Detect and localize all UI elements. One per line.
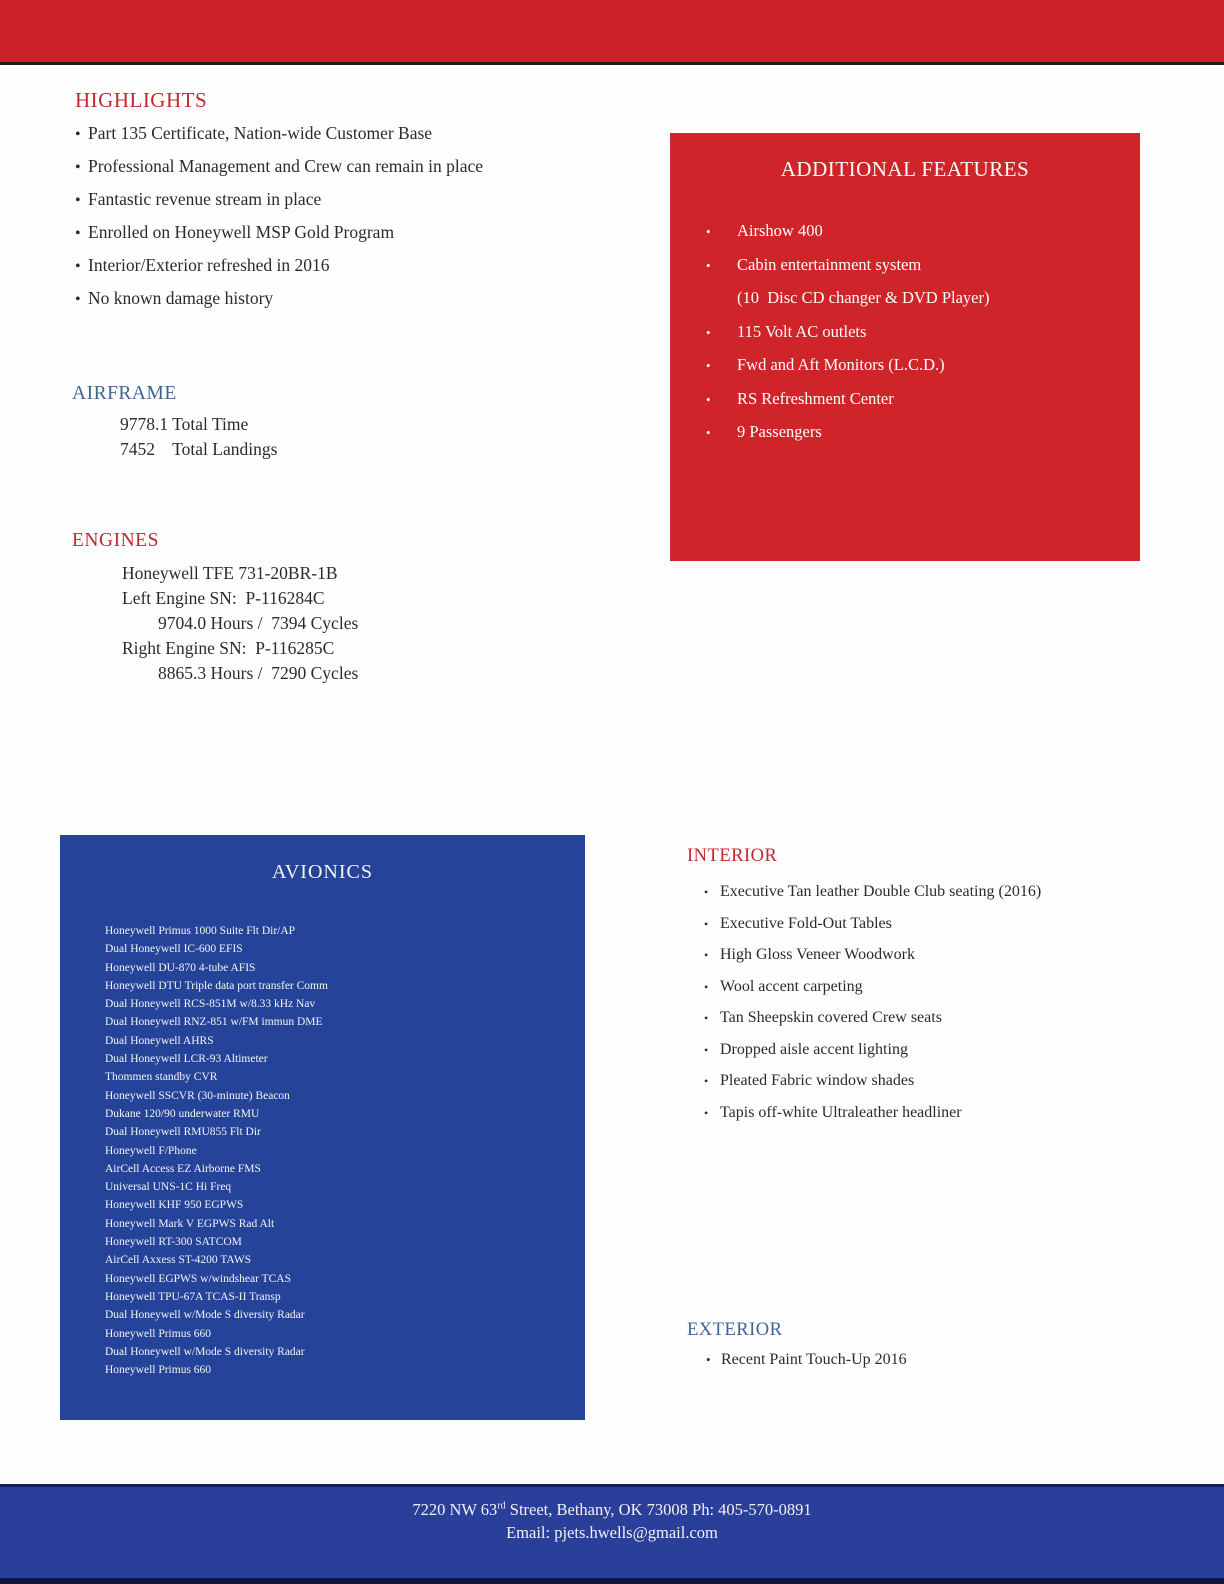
- list-item-text: Fantastic revenue stream in place: [88, 189, 322, 209]
- footer-address-prefix: 7220 NW 63: [412, 1500, 498, 1519]
- avionics-panel: [60, 835, 585, 1420]
- list-item-text: High Gloss Veneer Woodwork: [720, 946, 915, 963]
- list-item: Honeywell DTU Triple data port transfer Comm: [105, 979, 328, 992]
- list-item: Honeywell Primus 660: [105, 1364, 212, 1377]
- list-item-text: Professional Management and Crew can remain in place: [88, 156, 484, 176]
- exterior-list: [687, 1349, 1207, 1370]
- list-item: [704, 881, 1207, 903]
- list-item: Dukane 120/90 underwater RMU: [105, 1107, 260, 1120]
- bullet-icon: •: [75, 159, 81, 176]
- bullet-icon: •: [704, 979, 709, 994]
- list-item: Thommen standby CVR: [105, 1071, 218, 1084]
- list-item: [75, 287, 635, 311]
- list-item-text: Part 135 Certificate, Nation-wide Customer Base: [88, 123, 433, 143]
- bullet-icon: •: [706, 391, 711, 407]
- bullet-icon: •: [704, 885, 709, 899]
- list-item: Dual Honeywell IC-600 EFIS: [105, 943, 243, 956]
- footer-address-line: [0, 1498, 1224, 1521]
- list-item-text: (10 Disc CD changer & DVD Player): [737, 288, 990, 307]
- exterior-section: [687, 1320, 1207, 1370]
- list-item: Dual Honeywell RMU855 Flt Dir: [105, 1126, 261, 1139]
- list-item: [704, 1039, 1207, 1061]
- bullet-icon: •: [706, 358, 711, 373]
- list-item: [706, 421, 1140, 443]
- list-item: Dual Honeywell AHRS: [105, 1034, 214, 1047]
- list-item-text: RS Refreshment Center: [737, 388, 894, 408]
- bullet-icon: •: [75, 192, 81, 209]
- bullet-icon: •: [704, 948, 709, 962]
- list-item: Honeywell Mark V EGPWS Rad Alt: [105, 1217, 275, 1230]
- list-item: [704, 1007, 1207, 1029]
- list-item: [75, 254, 635, 278]
- list-item: [75, 188, 635, 212]
- bullet-icon: •: [75, 126, 81, 143]
- bullet-icon: •: [706, 425, 711, 440]
- list-item: [704, 1102, 1207, 1124]
- list-item: Honeywell F/Phone: [105, 1144, 197, 1157]
- list-item-text: Executive Fold-Out Tables: [720, 914, 892, 932]
- list-item: Honeywell Primus 660: [105, 1327, 212, 1340]
- list-item: AirCell Axxess ST-4200 TAWS: [105, 1254, 252, 1267]
- airframe-title: AIRFRAME: [72, 383, 177, 404]
- list-item-text: Tapis off-white Ultraleather headliner: [720, 1103, 962, 1121]
- additional-features-list: [670, 220, 1140, 443]
- highlights-list: [75, 122, 635, 311]
- additional-features-title: ADDITIONAL FEATURES: [780, 157, 1030, 181]
- list-item-text: Airshow 400: [737, 221, 823, 240]
- list-item: AirCell Access EZ Airborne FMS: [105, 1162, 261, 1175]
- footer-address-rest: Street, Bethany, OK 73008 Ph: 405-570-0891: [505, 1500, 812, 1519]
- list-item: [706, 287, 1140, 309]
- list-item: Honeywell Primus 1000 Suite Flt Dir/AP: [105, 925, 296, 937]
- bullet-icon: •: [75, 258, 81, 275]
- list-item: [704, 944, 1207, 966]
- engine-model: Honeywell TFE 731-20BR-1B: [122, 563, 338, 583]
- airframe-total-time: 9778.1 Total Time: [120, 414, 249, 434]
- left-engine-sn: Left Engine SN: P-116284C: [122, 588, 325, 608]
- footer-ordinal-suffix: rd: [497, 1500, 506, 1512]
- list-item: [706, 321, 1140, 343]
- bullet-icon: •: [75, 225, 81, 242]
- bullet-icon: •: [704, 1011, 709, 1025]
- bullet-icon: •: [704, 1074, 709, 1088]
- bullet-icon: •: [706, 224, 711, 239]
- avionics-title: AVIONICS: [272, 861, 373, 883]
- list-item: [704, 976, 1207, 998]
- bullet-icon: •: [704, 916, 709, 931]
- engines-lines: [122, 561, 358, 686]
- list-item: Dual Honeywell RNZ-851 w/FM immun DME: [105, 1016, 323, 1029]
- avionics-list: [60, 922, 585, 1379]
- airframe-section: [72, 383, 277, 462]
- list-item: [75, 221, 635, 245]
- list-item-text: Tan Sheepskin covered Crew seats: [720, 1009, 942, 1026]
- list-item-text: Recent Paint Touch-Up 2016: [721, 1351, 907, 1368]
- list-item: Universal UNS-1C Hi Freq: [105, 1181, 232, 1194]
- list-item: [706, 1349, 1207, 1370]
- highlights-title: HIGHLIGHTS: [75, 88, 208, 112]
- list-item: Dual Honeywell w/Mode S diversity Radar: [105, 1345, 305, 1358]
- list-item: [704, 913, 1207, 935]
- bullet-icon: •: [706, 1352, 711, 1367]
- right-engine-sn: Right Engine SN: P-116285C: [122, 638, 335, 658]
- list-item: Honeywell DU-870 4-tube AFIS: [105, 961, 256, 974]
- list-item: Honeywell TPU-67A TCAS-II Transp: [105, 1290, 281, 1303]
- list-item: [706, 254, 1140, 276]
- footer-email-line: Email: pjets.hwells@gmail.com: [506, 1523, 718, 1542]
- airframe-lines: [120, 412, 277, 462]
- list-item: Dual Honeywell RCS-851M w/8.33 kHz Nav: [105, 998, 316, 1011]
- list-item: [706, 220, 1140, 242]
- bullet-icon: •: [75, 291, 81, 308]
- engines-section: [72, 530, 358, 686]
- list-item-text: Executive Tan leather Double Club seating (2016): [720, 883, 1042, 900]
- list-item: Honeywell SSCVR (30-minute) Beacon: [105, 1089, 290, 1102]
- engines-title: ENGINES: [72, 530, 159, 551]
- airframe-total-landings: 7452 Total Landings: [120, 439, 278, 459]
- bullet-icon: •: [704, 1042, 709, 1057]
- right-engine-hours: 8865.3 Hours / 7290 Cycles: [158, 663, 359, 683]
- list-item: Honeywell KHF 950 EGPWS: [105, 1199, 244, 1212]
- list-item: [706, 354, 1140, 376]
- footer-contact-bar: [0, 1484, 1224, 1584]
- list-item: [704, 1070, 1207, 1092]
- left-engine-hours: 9704.0 Hours / 7394 Cycles: [158, 613, 359, 633]
- list-item-text: 9 Passengers: [737, 422, 822, 441]
- list-item-text: Interior/Exterior refreshed in 2016: [88, 255, 330, 275]
- list-item-text: Dropped aisle accent lighting: [720, 1040, 908, 1058]
- list-item: Dual Honeywell w/Mode S diversity Radar: [105, 1309, 305, 1322]
- list-item: [75, 122, 635, 146]
- list-item-text: Wool accent carpeting: [720, 977, 863, 995]
- exterior-title: EXTERIOR: [687, 1320, 783, 1340]
- interior-list: [687, 881, 1207, 1124]
- bullet-icon: •: [706, 324, 711, 340]
- list-item-text: Enrolled on Honeywell MSP Gold Program: [88, 222, 395, 242]
- list-item: Honeywell EGPWS w/windshear TCAS: [105, 1272, 292, 1285]
- interior-title: INTERIOR: [687, 846, 778, 866]
- bullet-icon: •: [704, 1105, 709, 1120]
- list-item: Honeywell RT-300 SATCOM: [105, 1236, 242, 1249]
- list-item-text: Fwd and Aft Monitors (L.C.D.): [737, 355, 945, 374]
- list-item: Dual Honeywell LCR-93 Altimeter: [105, 1053, 268, 1066]
- top-red-banner: [0, 0, 1224, 65]
- list-item-text: No known damage history: [88, 288, 274, 308]
- interior-section: [687, 846, 1207, 1133]
- highlights-section: [75, 88, 635, 320]
- list-item-text: Cabin entertainment system: [737, 254, 922, 274]
- list-item-text: 115 Volt AC outlets: [737, 321, 867, 341]
- additional-features-panel: [670, 133, 1140, 561]
- list-item: [706, 388, 1140, 410]
- bullet-icon: •: [706, 257, 711, 273]
- list-item-text: Pleated Fabric window shades: [720, 1072, 915, 1089]
- list-item: [75, 155, 635, 179]
